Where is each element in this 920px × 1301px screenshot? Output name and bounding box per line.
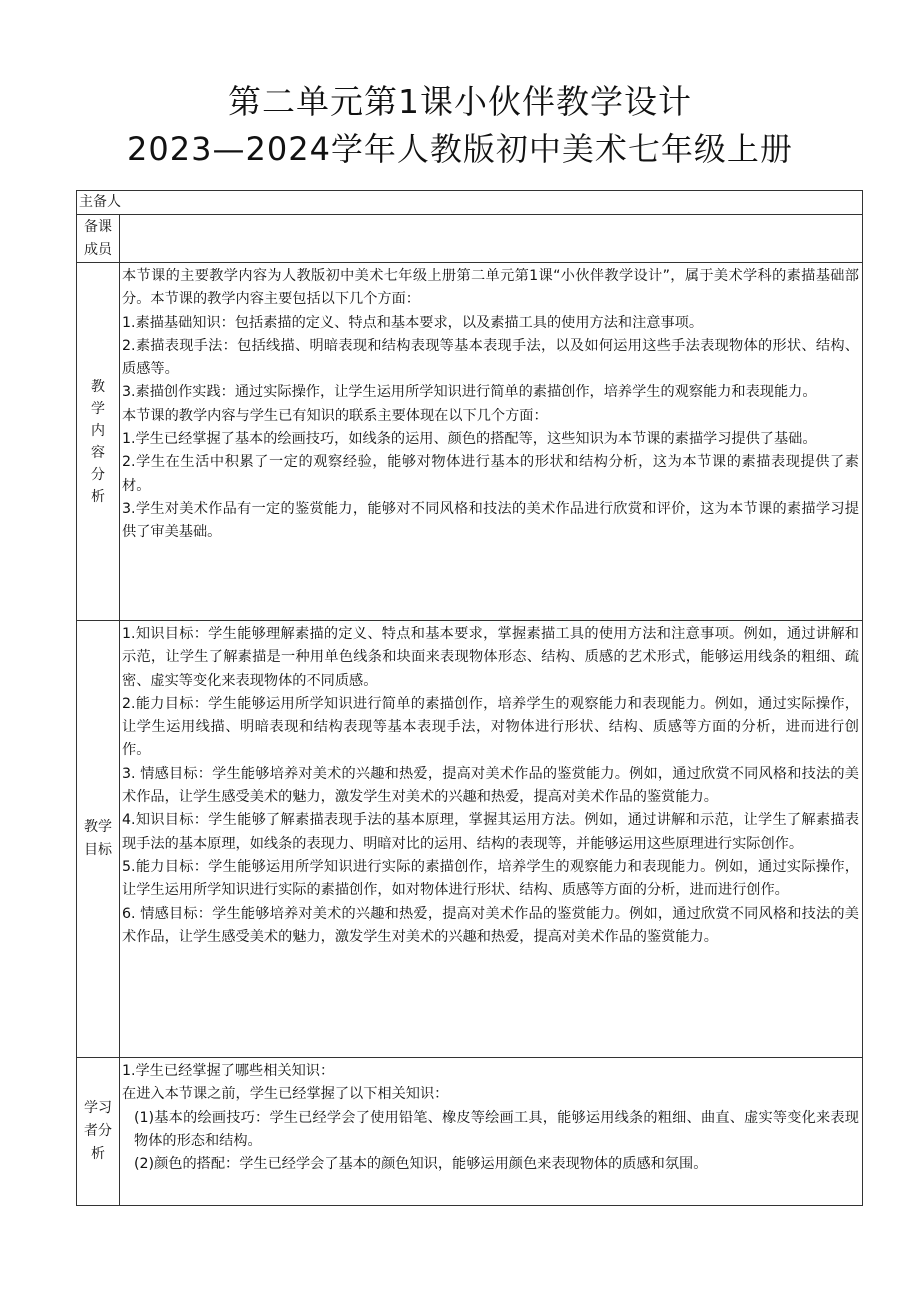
content-analysis-label-text: 教学内容分析 xyxy=(91,378,105,505)
learner-analysis-label xyxy=(77,1058,120,1206)
members-label-text: 备课成员 xyxy=(84,218,112,258)
members-label xyxy=(77,215,120,263)
members-row xyxy=(77,215,863,263)
paragraph: 6. 情感目标：学生能够培养对美术的兴趣和热爱，提高对美术作品的鉴赏能力。例如，通过欣赏不同风格和技法的美术作品，让学生感受美术的魅力，激发学生对美术的兴趣和热爱，提高对美术作品的鉴赏能力。 xyxy=(122,905,859,945)
content-analysis-text xyxy=(120,263,863,621)
paragraph: 1.素描基础知识：包括素描的定义、特点和基本要求，以及素描工具的使用方法和注意事项。 xyxy=(122,314,704,331)
objectives-label-text: 教学目标 xyxy=(84,819,112,858)
paragraph: 本节课的教学内容与学生已有知识的联系主要体现在以下几个方面： xyxy=(122,407,548,424)
paragraph: 本节课的主要教学内容为人教版初中美术七年级上册第二单元第1课“小伙伴教学设计”，属于美术学科的素描基础部分。本节课的教学内容主要包括以下几个方面： xyxy=(122,268,859,308)
paragraph: 1.知识目标：学生能够理解素描的定义、特点和基本要求，掌握素描工具的使用方法和注意事项。例如，通过讲解和示范，让学生了解素描是一种用单色线条和块面来表现物体形态、结构、质感的艺术形式，能够运用线条的粗细、疏密、虚实等变化来表现物体的不同质感。 xyxy=(122,626,859,689)
preparer-label: 主备人 xyxy=(77,191,863,215)
objectives-row xyxy=(77,621,863,1058)
lesson-plan-table xyxy=(76,190,863,1206)
preparer-row xyxy=(77,191,863,215)
paragraph: (2)颜色的搭配：学生已经学会了基本的颜色知识，能够运用颜色来表现物体的质感和氛围。 xyxy=(134,1156,708,1173)
paragraph: 1.学生已经掌握了基本的绘画技巧，如线条的运用、颜色的搭配等，这些知识为本节课的素描学习提供了基础。 xyxy=(122,431,817,448)
paragraph: (1)基本的绘画技巧：学生已经学会了使用铅笔、橡皮等绘画工具，能够运用线条的粗细、曲直、虚实等变化来表现物体的形态和结构。 xyxy=(134,1109,859,1149)
members-value xyxy=(120,215,863,263)
document-title: 第二单元第1课小伙伴教学设计 xyxy=(228,82,692,121)
objectives-text xyxy=(120,621,863,1058)
content-analysis-row xyxy=(77,263,863,621)
paragraph: 2.能力目标：学生能够运用所学知识进行简单的素描创作，培养学生的观察能力和表现能力。例如，通过实际操作，让学生运用线描、明暗表现和结构表现等基本表现手法，对物体进行形状、结构、质感等方面的分析，进而进行创作。 xyxy=(122,695,859,759)
learner-analysis-label-text: 学习者分析 xyxy=(84,1100,112,1162)
paragraph: 2.学生在生活中积累了一定的观察经验，能够对物体进行基本的形状和结构分析，这为本节课的素描表现提供了素材。 xyxy=(122,454,859,494)
objectives-clip xyxy=(122,623,859,1051)
paragraph: 3.学生对美术作品有一定的鉴赏能力，能够对不同风格和技法的美术作品进行欣赏和评价，这为本节课的素描学习提供了审美基础。 xyxy=(122,500,859,541)
objectives-label xyxy=(77,621,120,1058)
paragraph: 3.素描创作实践：通过实际操作，让学生运用所学知识进行简单的素描创作，培养学生的观察能力和表现能力。 xyxy=(122,384,817,401)
content-analysis-label xyxy=(77,263,120,621)
document-subtitle: 2023—2024学年人教版初中美术七年级上册 xyxy=(127,130,793,168)
paragraph: 3. 情感目标：学生能够培养对美术的兴趣和热爱，提高对美术作品的鉴赏能力。例如，通过欣赏不同风格和技法的美术作品，让学生感受美术的魅力，激发学生对美术的兴趣和热爱，提高对美术作品的鉴赏能力。 xyxy=(122,765,859,806)
learner-analysis-row xyxy=(77,1058,863,1206)
paragraph: 4.知识目标：学生能够了解素描表现手法的基本原理，掌握其运用方法。例如，通过讲解和示范，让学生了解素描表现手法的基本原理，如线条的表现力、明暗对比的运用、结构的表现等，并能够运用这些原理进行实际创作。 xyxy=(122,812,859,852)
learner-analysis-text xyxy=(120,1058,863,1206)
paragraph: 5.能力目标：学生能够运用所学知识进行实际的素描创作，培养学生的观察能力和表现能力。例如，通过实际操作，让学生运用所学知识进行实际的素描创作，如对物体进行形状、结构、质感等方面的分析，进而进行创作。 xyxy=(122,858,859,899)
paragraph: 1.学生已经掌握了哪些相关知识： xyxy=(122,1063,335,1079)
paragraph: 2.素描表现手法：包括线描、明暗表现和结构表现等基本表现手法，以及如何运用这些手法表现物体的形状、结构、质感等。 xyxy=(122,337,859,378)
paragraph: 在进入本节课之前，学生已经掌握了以下相关知识： xyxy=(122,1086,449,1103)
